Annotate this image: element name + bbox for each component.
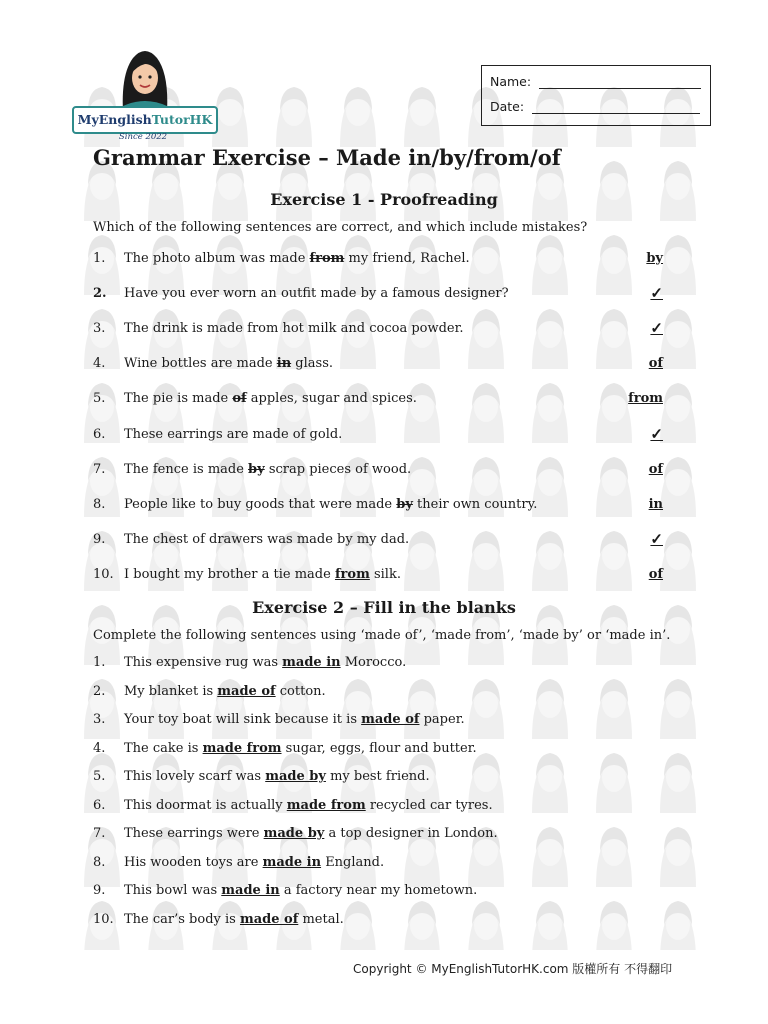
sentence-start: Have you ever worn an outfit made by a famous designer?	[124, 286, 509, 302]
sentence-start: These earrings were	[124, 826, 264, 841]
check-icon: ✓	[650, 319, 663, 338]
item-number: 4.	[93, 740, 106, 756]
check-icon: ✓	[650, 424, 663, 443]
sentence-start: Your toy boat will sink because it is	[124, 712, 362, 727]
sentence-end: England.	[321, 854, 385, 870]
marked-word: by	[396, 496, 413, 512]
marked-word: in	[276, 356, 292, 372]
exercise1-item	[93, 251, 663, 271]
item-sentence	[124, 684, 326, 699]
exercise2-item	[93, 741, 663, 761]
date-label: Date:	[490, 99, 525, 114]
item-number: 7.	[93, 826, 106, 841]
item-sentence	[124, 462, 411, 477]
page-title: Grammar Exercise – Made in/by/from/of	[93, 145, 561, 170]
item-number: 8.	[93, 496, 106, 512]
exercise2-item	[93, 855, 663, 875]
correction-answer: from	[628, 391, 663, 407]
exercise2-item	[93, 883, 663, 903]
sentence-start: This doormat is actually	[124, 797, 287, 813]
sentence-end: silk.	[369, 566, 401, 582]
sentence-start: This bowl was	[124, 883, 222, 898]
blank-answer: made of	[361, 712, 420, 727]
item-sentence	[124, 251, 470, 266]
exercise1-item	[93, 424, 663, 447]
correction-answer: of	[648, 566, 663, 582]
item-sentence	[124, 912, 344, 927]
item-number: 3.	[93, 321, 106, 337]
date-field[interactable]	[532, 101, 700, 114]
exercise1-item	[93, 567, 663, 587]
sentence-end: scrap pieces of wood.	[264, 461, 412, 477]
item-sentence	[124, 567, 401, 582]
exercise1-item	[93, 462, 663, 482]
exercise1-item	[93, 321, 663, 341]
exercise2-heading: Exercise 2 – Fill in the blanks	[252, 598, 516, 617]
blank-answer: made in	[282, 655, 341, 670]
sentence-start: My blanket is	[124, 683, 218, 699]
exercise2-item	[93, 769, 663, 789]
sentence-end: cotton.	[275, 683, 326, 699]
blank-answer: made by	[263, 826, 325, 841]
name-row	[490, 74, 701, 89]
item-sentence	[124, 883, 477, 898]
sentence-start: The car’s body is	[124, 911, 240, 927]
sentence-start: I bought my brother a tie made	[124, 566, 335, 582]
sentence-start: This expensive rug was	[124, 655, 283, 670]
item-sentence	[124, 391, 417, 406]
exercise1-item	[93, 391, 663, 411]
sentence-end: my best friend.	[325, 769, 430, 784]
item-number: 5.	[93, 391, 106, 407]
exercise1-instruction: Which of the following sentences are correct, and which include mistakes?	[93, 220, 588, 235]
exercise2-item	[93, 655, 663, 675]
item-sentence	[124, 655, 406, 670]
sentence-start: His wooden toys are	[124, 854, 263, 870]
item-sentence	[124, 826, 498, 841]
item-sentence	[124, 855, 384, 870]
exercise2-instruction: Complete the following sentences using ‘made of’, ‘made from’, ‘made by’ or ‘made in’.	[93, 628, 671, 643]
item-number: 2.	[93, 683, 106, 699]
blank-answer: made by	[265, 769, 326, 784]
sentence-end: recycled car tyres.	[365, 797, 493, 813]
blank-answer: made of	[217, 683, 276, 699]
sentence-end: glass.	[291, 356, 333, 372]
sentence-end: paper.	[419, 712, 465, 727]
check-icon: ✓	[650, 284, 663, 303]
sentence-start: People like to buy goods that were made	[124, 496, 397, 512]
sentence-end: sugar, eggs, flour and butter.	[281, 740, 477, 756]
exercise1-item	[93, 356, 663, 376]
item-sentence	[124, 712, 465, 727]
item-number: 4.	[93, 356, 106, 372]
correction-answer: of	[648, 356, 663, 372]
item-number: 8.	[93, 854, 106, 870]
item-number: 2.	[93, 286, 107, 302]
blank-answer: made of	[239, 911, 299, 927]
sentence-start: The fence is made	[124, 461, 249, 477]
item-number: 10.	[93, 566, 114, 582]
blank-answer: made in	[221, 883, 280, 898]
sentence-start: This lovely scarf was	[124, 769, 266, 784]
tutor-avatar-icon	[117, 44, 173, 112]
blank-answer: made from	[286, 797, 366, 813]
exercise2-item	[93, 798, 663, 818]
sentence-end: apples, sugar and spices.	[246, 391, 417, 407]
exercise2-item	[93, 712, 663, 732]
exercise1-item	[93, 286, 663, 306]
blank-answer: made in	[262, 854, 322, 870]
correction-answer: in	[648, 496, 663, 512]
brand-logo	[72, 44, 218, 144]
item-sentence	[124, 798, 493, 813]
sentence-start: The pie is made	[124, 391, 233, 407]
item-number: 1.	[93, 251, 106, 266]
sentence-start: The drink is made from hot milk and cocoa powder.	[124, 321, 464, 337]
item-number: 9.	[93, 883, 106, 898]
name-field[interactable]	[539, 76, 701, 89]
item-number: 5.	[93, 769, 106, 784]
item-number: 9.	[93, 531, 106, 547]
item-sentence	[124, 769, 430, 784]
marked-word: from	[334, 566, 370, 582]
exercise2-item	[93, 826, 663, 846]
brand-name: MyEnglishTutorHK	[72, 106, 218, 134]
sentence-end: a factory near my hometown.	[279, 883, 478, 898]
item-sentence	[124, 286, 509, 301]
marked-word: by	[248, 461, 265, 477]
exercise2-item	[93, 684, 663, 704]
item-number: 6.	[93, 797, 106, 813]
item-number: 7.	[93, 461, 106, 477]
blank-answer: made from	[202, 740, 282, 756]
item-number: 6.	[93, 426, 106, 442]
item-sentence	[124, 497, 537, 512]
item-sentence	[124, 321, 464, 336]
sentence-start: The photo album was made	[124, 251, 310, 266]
date-row	[490, 99, 700, 114]
exercise1-heading: Exercise 1 - Proofreading	[270, 190, 498, 209]
sentence-start: Wine bottles are made	[124, 356, 277, 372]
sentence-start: These earrings are made of gold.	[124, 426, 343, 442]
sentence-end: metal.	[298, 911, 344, 927]
marked-word: from	[309, 251, 345, 266]
exercise1-item	[93, 497, 663, 517]
sentence-end: Morocco.	[340, 655, 407, 670]
brand-since: Since 2022	[118, 132, 168, 142]
copyright-footer: Copyright © MyEnglishTutorHK.com 版權所有 不得翻印	[353, 962, 673, 976]
sentence-start: The cake is	[124, 740, 203, 756]
check-icon: ✓	[650, 529, 663, 548]
item-number: 1.	[93, 655, 106, 670]
item-sentence	[124, 532, 409, 547]
sentence-end: a top designer in London.	[324, 826, 498, 841]
exercise1-item	[93, 529, 663, 552]
item-sentence	[124, 356, 333, 371]
sentence-end: their own country.	[412, 496, 538, 512]
item-sentence	[124, 741, 477, 756]
name-label: Name:	[490, 74, 532, 89]
correction-answer: by	[646, 251, 663, 266]
sentence-start: The chest of drawers was made by my dad.	[124, 531, 410, 547]
item-number: 10.	[93, 911, 114, 927]
item-number: 3.	[93, 712, 106, 727]
marked-word: of	[232, 391, 247, 407]
name-date-box	[481, 65, 711, 126]
exercise2-item	[93, 912, 663, 932]
correction-answer: of	[648, 461, 663, 477]
sentence-end: my friend, Rachel.	[344, 251, 470, 266]
item-sentence	[124, 427, 342, 442]
